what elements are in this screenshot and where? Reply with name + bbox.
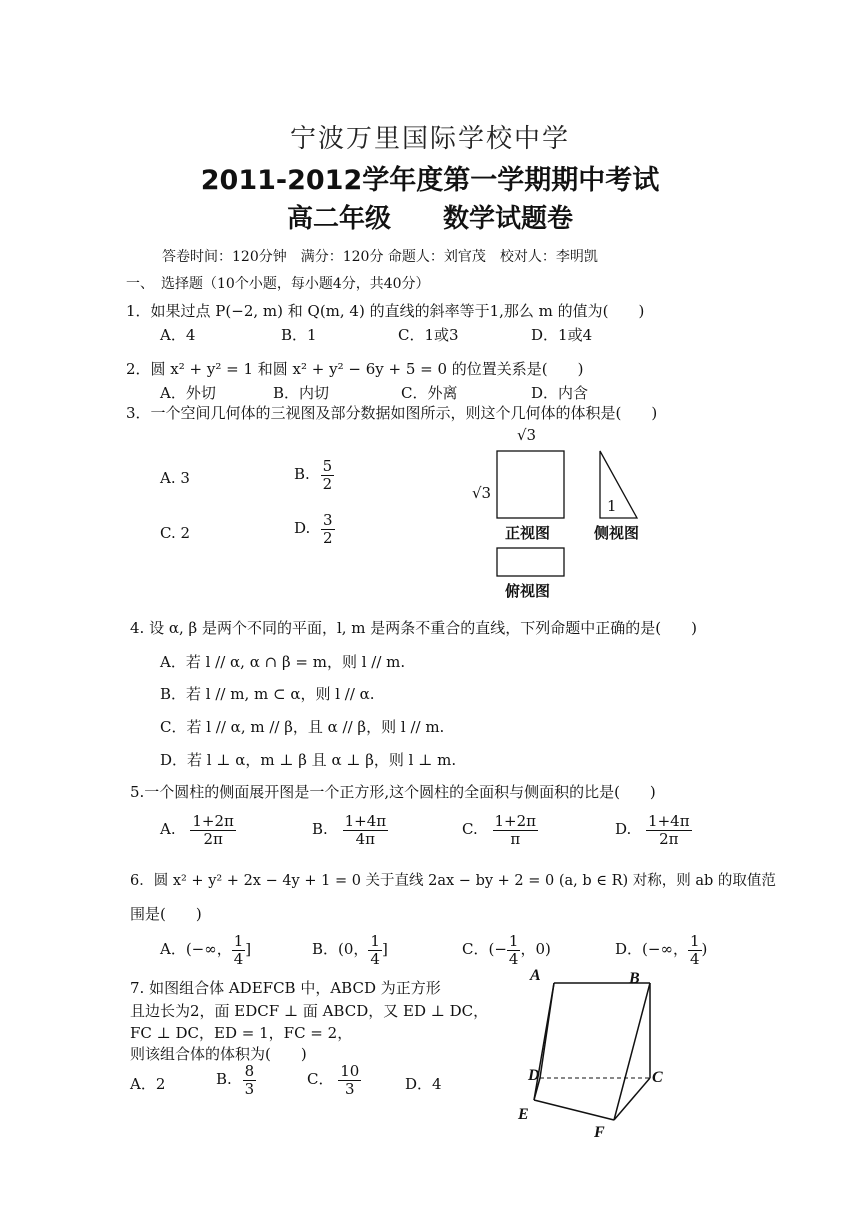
q7-c-numerator: 10 <box>340 1062 360 1080</box>
question-4: 4. 设 α, β 是两个不同的平面，l, m 是两条不重合的直线，下列命题中正确的是( ) <box>130 619 697 637</box>
q6-c-numerator: 1 <box>508 932 519 950</box>
q6-b-fraction <box>368 933 382 967</box>
q5-option-b <box>312 813 388 847</box>
q5-a-numerator: 1+2π <box>192 812 234 830</box>
q4-option-c: C．若 l // α, m // β，且 α // β，则 l // m. <box>160 718 445 736</box>
q5-a-label: A. <box>160 820 176 838</box>
q3-option-c: C. 2 <box>160 524 191 542</box>
q7-b-denominator: 3 <box>244 1079 255 1098</box>
q6-d-denominator: 4 <box>689 949 700 968</box>
q5-c-numerator: 1+2π <box>494 812 537 830</box>
top-view-rect <box>497 548 564 576</box>
side-view-label: 侧视图 <box>594 524 640 542</box>
q5-a-fraction <box>190 813 236 847</box>
q6-a-post: ] <box>245 940 252 958</box>
q3-option-d-label: D. <box>294 519 311 537</box>
q4-option-d: D．若 l ⊥ α，m ⊥ β 且 α ⊥ β，则 l ⊥ m. <box>160 751 457 769</box>
q5-c-denominator: π <box>510 829 521 848</box>
q4-option-a: A．若 l // α, α ∩ β = m，则 l // m. <box>160 653 406 671</box>
q1-option-d: D．1或4 <box>531 326 593 344</box>
q3-b-numerator: 5 <box>322 457 333 475</box>
q3-option-d-fraction <box>321 512 335 546</box>
q5-b-label: B. <box>312 820 328 838</box>
question-7-line1: 7. 如图组合体 ADEFCB 中，ABCD 为正方形 <box>130 979 441 997</box>
question-5: 5.一个圆柱的侧面展开图是一个正方形,这个圆柱的全面积与侧面积的比是( ) <box>130 783 656 801</box>
point-b-label: B <box>629 970 640 987</box>
q5-d-fraction <box>646 813 692 847</box>
q5-d-denominator: 2π <box>659 829 679 848</box>
point-e-label: E <box>518 1106 529 1123</box>
side-one-label: 1 <box>607 497 617 515</box>
q5-b-denominator: 4π <box>355 829 376 848</box>
q7-option-d: D．4 <box>405 1075 442 1093</box>
q7-option-b <box>216 1063 256 1097</box>
exam-title: 2011-2012学年度第一学期期中考试 <box>200 165 660 196</box>
exam-info: 答卷时间：120分钟 满分：120分 命题人：刘官茂 校对人：李明凯 <box>162 249 598 265</box>
q3-option-a: A. 3 <box>160 469 190 487</box>
q7-c-denominator: 3 <box>345 1079 355 1098</box>
q6-b-pre: B．(0， <box>312 940 369 958</box>
q5-option-a <box>160 813 236 847</box>
q3-d-numerator: 3 <box>323 511 333 529</box>
sqrt3-left-label: √3 <box>472 484 492 502</box>
q2-option-c: C．外离 <box>401 384 458 402</box>
q7-option-a: A．2 <box>130 1075 166 1093</box>
q5-option-d <box>615 813 692 847</box>
side-view-triangle <box>600 451 637 518</box>
q3-option-d <box>294 512 335 546</box>
q1-option-a: A．4 <box>160 326 196 344</box>
point-a-label: A <box>530 967 541 984</box>
q2-option-a: A．外切 <box>160 384 216 402</box>
q7-b-numerator: 8 <box>244 1062 255 1080</box>
question-1: 1．如果过点 P(−2, m) 和 Q(m, 4) 的直线的斜率等于1,那么 m 的值为( ) <box>126 302 645 320</box>
q5-b-fraction <box>343 813 389 847</box>
q6-option-b <box>312 933 388 967</box>
three-view-figure <box>465 425 675 605</box>
point-c-label: C <box>652 1069 663 1086</box>
q3-option-b <box>294 458 334 492</box>
q6-c-denominator: 4 <box>508 949 519 968</box>
q6-d-pre: D．(−∞， <box>615 940 688 958</box>
q1-option-b: B．1 <box>281 326 317 344</box>
solid-figure <box>510 960 680 1140</box>
q5-a-denominator: 2π <box>203 829 223 848</box>
q6-a-fraction <box>232 933 246 967</box>
q7-c-label: C． <box>307 1070 334 1088</box>
q6-a-denominator: 4 <box>233 949 244 968</box>
q5-c-label: C. <box>462 820 478 838</box>
point-f-label: F <box>594 1124 605 1141</box>
q4-option-b: B．若 l // m, m ⊂ α，则 l // α. <box>160 685 375 703</box>
question-2: 2．圆 x² + y² = 1 和圆 x² + y² − 6y + 5 = 0 的位置关系是( ) <box>126 360 584 378</box>
q6-a-pre: A．(−∞， <box>160 940 232 958</box>
q7-b-fraction <box>243 1063 257 1097</box>
q7-b-label: B. <box>216 1070 232 1088</box>
q6-b-denominator: 4 <box>370 949 380 968</box>
q6-option-a <box>160 933 251 967</box>
front-view-label: 正视图 <box>505 524 551 542</box>
question-7-line4: 则该组合体的体积为( ) <box>130 1045 307 1063</box>
q1-option-c: C．1或3 <box>398 326 459 344</box>
q7-option-c <box>307 1063 361 1097</box>
q2-option-b: B．内切 <box>273 384 330 402</box>
q6-b-post: ] <box>381 940 388 958</box>
point-d-label: D <box>528 1067 540 1084</box>
section-heading: 一、 选择题（10个小题，每小题4分，共40分） <box>126 276 430 292</box>
q3-d-denominator: 2 <box>323 528 333 547</box>
edge-ef <box>534 1100 614 1120</box>
q6-d-post: ) <box>701 940 708 958</box>
top-view-label: 俯视图 <box>505 582 551 600</box>
question-7-line3: FC ⊥ DC，ED = 1，FC = 2， <box>130 1024 353 1042</box>
q6-a-numerator: 1 <box>233 932 244 950</box>
question-7-line2: 且边长为2，面 EDCF ⊥ 面 ABCD，又 ED ⊥ DC， <box>130 1002 489 1020</box>
q5-c-fraction <box>493 813 539 847</box>
q5-b-numerator: 1+4π <box>344 812 387 830</box>
q3-option-b-label: B. <box>294 465 310 483</box>
question-6: 6．圆 x² + y² + 2x − 4y + 1 = 0 关于直线 2ax − by + 2 = 0 (a, b ∈ R) 对称，则 ab 的取值范 <box>130 873 776 889</box>
sqrt3-top-label: √3 <box>517 426 537 444</box>
question-3: 3．一个空间几何体的三视图及部分数据如图所示，则这个几何体的体积是( ) <box>126 404 658 422</box>
paper-subtitle: 高二年级 数学试题卷 <box>286 204 573 234</box>
q7-c-fraction <box>338 1063 361 1097</box>
q3-b-denominator: 2 <box>322 474 333 493</box>
q6-d-numerator: 1 <box>689 932 700 950</box>
q5-d-numerator: 1+4π <box>648 812 690 830</box>
q5-option-c <box>462 813 538 847</box>
q6-d-fraction <box>688 933 702 967</box>
q3-option-b-fraction <box>321 458 335 492</box>
q6-c-pre: C．(− <box>462 940 507 958</box>
question-6-cont: 围是( ) <box>130 905 202 923</box>
q6-b-numerator: 1 <box>370 932 380 950</box>
q2-option-d: D．内含 <box>531 384 589 402</box>
school-name: 宁波万里国际学校中学 <box>289 124 570 154</box>
q5-d-label: D. <box>615 820 632 838</box>
q6-c-post: ，0) <box>520 940 551 958</box>
front-view-square <box>497 451 564 518</box>
